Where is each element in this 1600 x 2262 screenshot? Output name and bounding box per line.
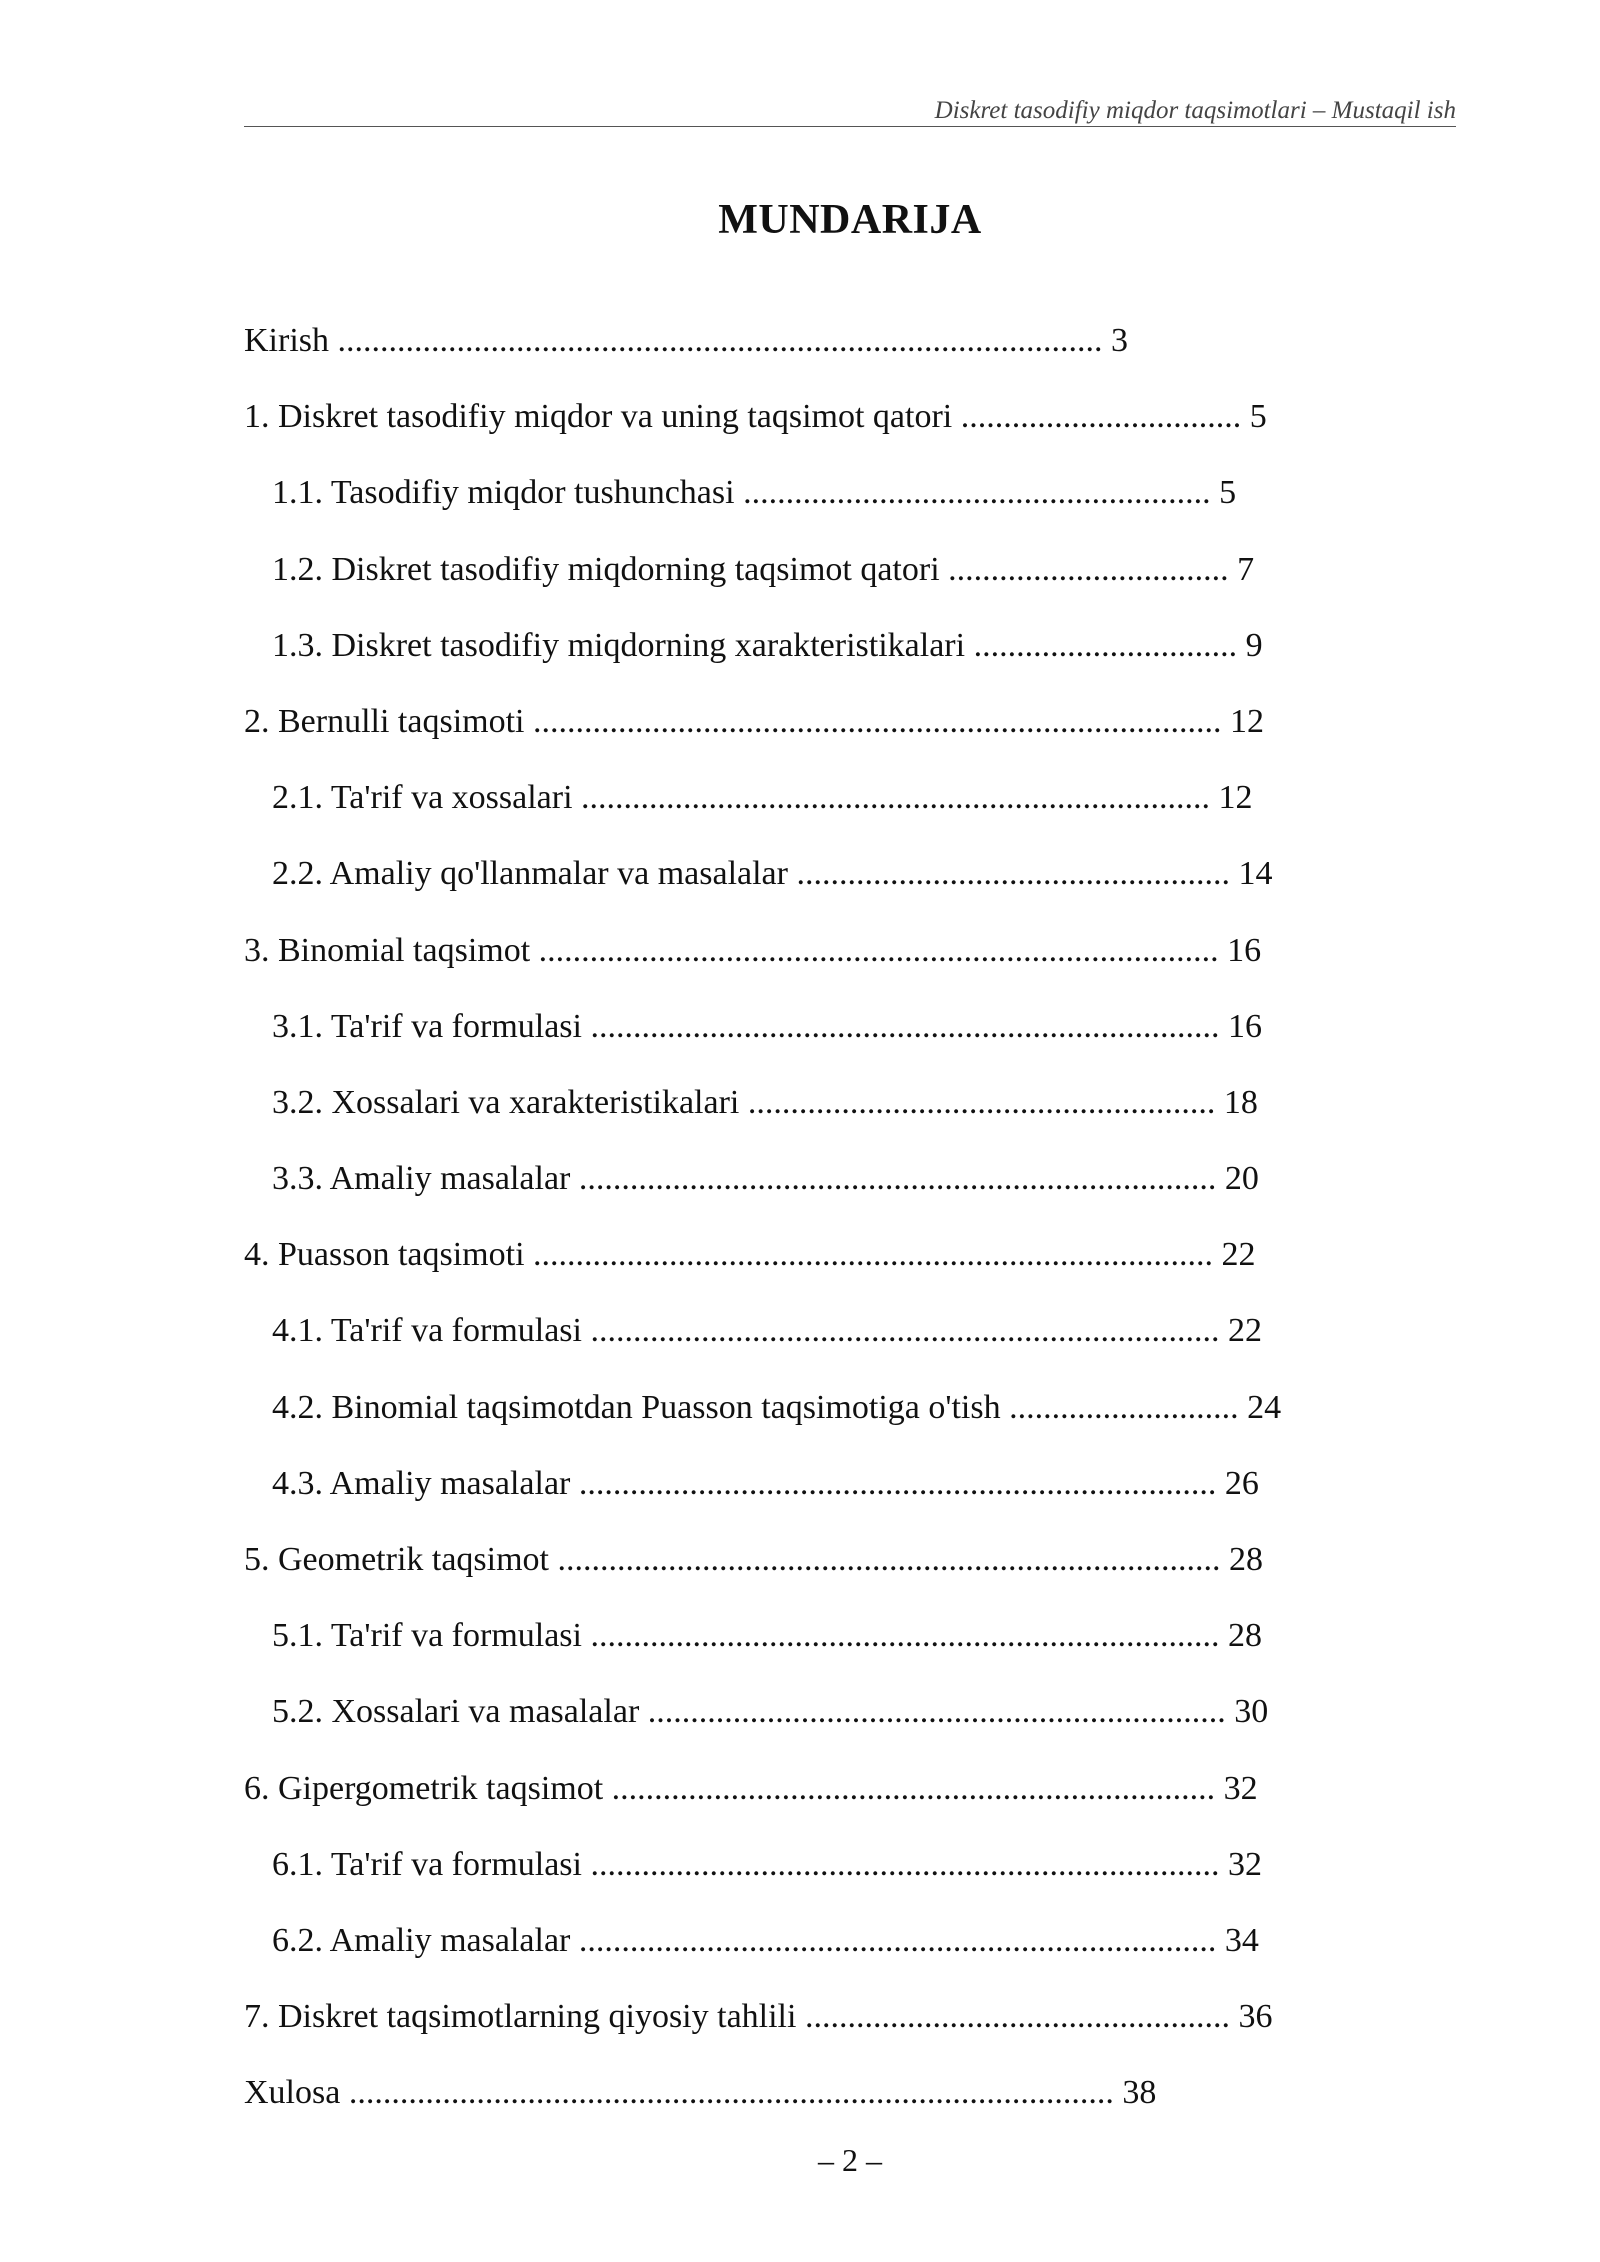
toc-entry: 1.1. Tasodifiy miqdor tushunchasi ....................................................... 5 bbox=[272, 474, 1237, 512]
toc-entry: 5.2. Xossalari va masalalar .................................................................... 30 bbox=[272, 1693, 1269, 1731]
running-header bbox=[244, 96, 1456, 127]
toc-entry: 3.3. Amaliy masalalar ........................................................................... 20 bbox=[272, 1160, 1259, 1198]
toc-entry: 3.1. Ta'rif va formulasi .......................................................................... 16 bbox=[272, 1007, 1262, 1045]
toc-entry: 3. Binomial taqsimot ................................................................................ 16 bbox=[244, 931, 1262, 969]
toc-entry: 6. Gipergometrik taqsimot ....................................................................... 32 bbox=[244, 1769, 1258, 1807]
toc-entry: 7. Diskret taqsimotlarning qiyosiy tahlili .................................................. 36 bbox=[244, 1998, 1273, 2036]
toc-entry: 4.2. Binomial taqsimotdan Puasson taqsimotiga o'tish ........................... 24 bbox=[272, 1388, 1282, 1426]
toc-entry: 4.3. Amaliy masalalar ........................................................................... 26 bbox=[272, 1464, 1259, 1502]
toc-entry: Kirish .......................................................................................... 3 bbox=[244, 322, 1128, 359]
toc-entry: 6.1. Ta'rif va formulasi .......................................................................... 32 bbox=[272, 1845, 1262, 1883]
running-header-title: Diskret tasodifiy miqdor taqsimotlari – Mustaqil ish bbox=[934, 97, 1456, 124]
page-number: – 2 – bbox=[818, 2142, 882, 2178]
toc-entry: 2.1. Ta'rif va xossalari .......................................................................... 12 bbox=[272, 779, 1253, 817]
toc-entry: 1.2. Diskret tasodifiy miqdorning taqsimot qatori ................................. 7 bbox=[272, 550, 1255, 588]
toc-entry: 3.2. Xossalari va xarakteristikalari ....................................................... 18 bbox=[272, 1083, 1258, 1121]
toc-entry: 5. Geometrik taqsimot .............................................................................. 28 bbox=[244, 1541, 1264, 1578]
toc-entry: 1. Diskret tasodifiy miqdor va uning taqsimot qatori ................................. 5 bbox=[244, 398, 1267, 436]
toc-entry: 4. Puasson taqsimoti ................................................................................ 22 bbox=[244, 1236, 1256, 1274]
toc-entry: Xulosa .......................................................................................... 38 bbox=[244, 2074, 1157, 2112]
toc-entry: 1.3. Diskret tasodifiy miqdorning xarakteristikalari ............................... 9 bbox=[272, 626, 1263, 664]
toc-entry: 2.2. Amaliy qo'llanmalar va masalalar ................................................... 14 bbox=[272, 855, 1273, 893]
toc-entry: 6.2. Amaliy masalalar ........................................................................... 34 bbox=[272, 1921, 1259, 1959]
page-title: MUNDARIJA bbox=[718, 197, 982, 243]
table-of-contents bbox=[244, 314, 1444, 2143]
toc-entry: 4.1. Ta'rif va formulasi .......................................................................... 22 bbox=[272, 1312, 1262, 1350]
toc-entry: 5.1. Ta'rif va formulasi .......................................................................... 28 bbox=[272, 1617, 1262, 1655]
toc-entry: 2. Bernulli taqsimoti ................................................................................. 12 bbox=[244, 702, 1264, 740]
